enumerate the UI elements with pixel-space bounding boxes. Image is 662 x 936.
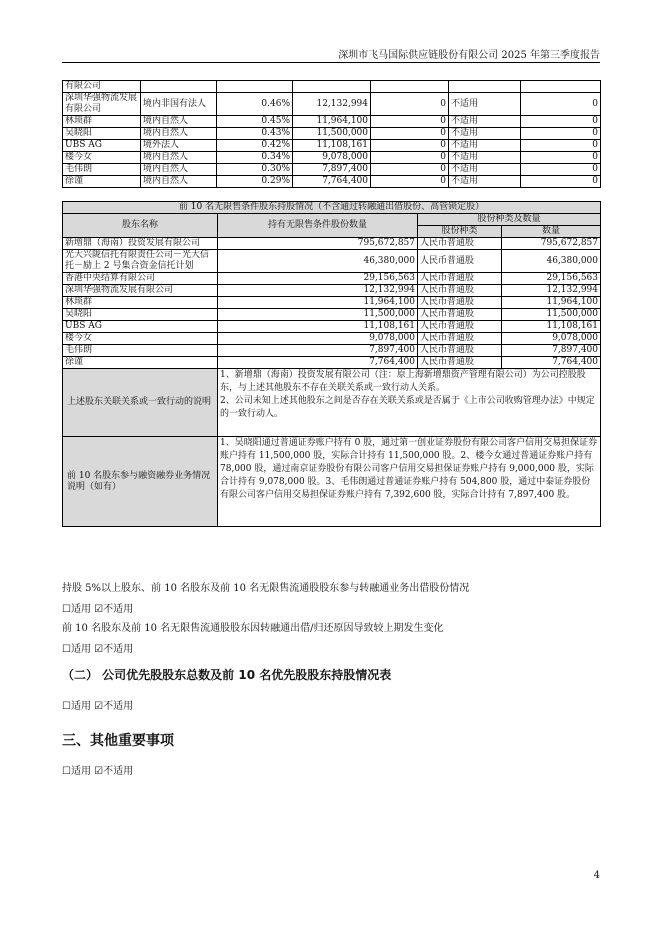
holder-pledge-status: 不适用 bbox=[449, 116, 521, 128]
unrestricted-name: 林琐群 bbox=[63, 297, 218, 309]
holder-restricted: 0 bbox=[371, 140, 449, 152]
unrestricted-type: 人民币普通股 bbox=[418, 357, 502, 369]
note-refinancing-change: 前 10 名股东及前 10 名无限售流通股股东因转融通出借/归还原因导致较上期发生变化 bbox=[62, 623, 444, 634]
col-share-type-group: 股份种类及数量 bbox=[418, 214, 601, 226]
unrestricted-name: 新增鼎（海南）投资发展有限公司 bbox=[63, 238, 218, 250]
unrestricted-type: 人民币普通股 bbox=[418, 273, 502, 285]
unrestricted-type: 人民币普通股 bbox=[418, 333, 502, 345]
holder-pledge-status: 不适用 bbox=[449, 164, 521, 176]
holder-pledge-qty: 0 bbox=[521, 93, 601, 116]
unrestricted-count: 7,764,400 bbox=[502, 357, 601, 369]
holder-pledge-qty: 0 bbox=[521, 152, 601, 164]
unrestricted-name: 毛伟朗 bbox=[63, 345, 218, 357]
unrestricted-name: 光大兴陇信托有限责任公司－光大信托－励上 2 号集合资金信托计划 bbox=[63, 250, 218, 273]
holder-pledge-qty: 0 bbox=[521, 128, 601, 140]
unrestricted-row bbox=[63, 333, 601, 345]
relation-label: 上述股东关联关系或一致行动的说明 bbox=[63, 369, 218, 437]
page-number: 4 bbox=[593, 870, 600, 881]
margin-trading-text: 1、吴晓阳通过普通证券账户持有 0 股，通过第一创业证券股份有限公司客户信用交易担保证券账户持有 11,500,000 股，实际合计持有 11,500,000 股。2、楼今女通过普通证券账户持有 78,000 股，通过南京证券股份有限公司客户信用交易担保证券账户持有 9,000,000 股，实际合计持有 9,078,000 股。3、毛伟朗通过普通证券账户持有 504,800 股，通过中泰证券股份有限公司客户信用交易担保证券账户持有 7,392,600 股，实际合计持有 7,897,400 股。 bbox=[218, 437, 601, 527]
unrestricted-qty: 12,132,994 bbox=[218, 285, 418, 297]
holder-restricted: 0 bbox=[371, 93, 449, 116]
holder-name: 吴晓阳 bbox=[63, 128, 141, 140]
unrestricted-type: 人民币普通股 bbox=[418, 285, 502, 297]
holder-restricted bbox=[371, 81, 449, 93]
holder-row bbox=[63, 128, 601, 140]
holder-ratio bbox=[217, 81, 293, 93]
holder-pledge-status: 不适用 bbox=[449, 140, 521, 152]
unrestricted-row bbox=[63, 250, 601, 273]
unrestricted-type: 人民币普通股 bbox=[418, 309, 502, 321]
page-header: 深圳市飞马国际供应链股份有限公司 2025 年第三季度报告 bbox=[338, 50, 600, 61]
unrestricted-table-title: 前 10 名无限售条件股东持股情况（不含通过转融通出借股份、高管锁定股） bbox=[63, 202, 601, 214]
unrestricted-type: 人民币普通股 bbox=[418, 250, 502, 273]
section-other-matters-options: ☐适用 ☑不适用 bbox=[62, 766, 134, 777]
unrestricted-name: UBS AG bbox=[63, 321, 218, 333]
holder-pledge-qty: 0 bbox=[521, 164, 601, 176]
holder-restricted: 0 bbox=[371, 116, 449, 128]
note-refinancing-lending: 持股 5%以上股东、前 10 名股东及前 10 名无限售流通股股东参与转融通业务出借股份情况 bbox=[62, 583, 470, 594]
holder-shares: 11,108,161 bbox=[293, 140, 371, 152]
unrestricted-row bbox=[63, 321, 601, 333]
holder-ratio: 0.34% bbox=[217, 152, 293, 164]
holder-pledge-status: 不适用 bbox=[449, 152, 521, 164]
holder-shares bbox=[293, 81, 371, 93]
unrestricted-name: 徐谨 bbox=[63, 357, 218, 369]
holder-ratio: 0.43% bbox=[217, 128, 293, 140]
holder-shares: 7,897,400 bbox=[293, 164, 371, 176]
holder-restricted: 0 bbox=[371, 164, 449, 176]
holder-row bbox=[63, 116, 601, 128]
holder-pledge-status: 不适用 bbox=[449, 176, 521, 188]
unrestricted-count: 12,132,994 bbox=[502, 285, 601, 297]
holder-pledge-status: 不适用 bbox=[449, 93, 521, 116]
holder-row bbox=[63, 81, 601, 93]
holder-name: 有限公司 bbox=[63, 81, 141, 93]
holder-shares: 11,964,100 bbox=[293, 116, 371, 128]
holder-ratio: 0.30% bbox=[217, 164, 293, 176]
holder-name: 楼今女 bbox=[63, 152, 141, 164]
holder-ratio: 0.29% bbox=[217, 176, 293, 188]
unrestricted-count: 11,108,161 bbox=[502, 321, 601, 333]
unrestricted-count: 795,672,857 bbox=[502, 238, 601, 250]
unrestricted-row bbox=[63, 273, 601, 285]
holder-pledge-status: 不适用 bbox=[449, 128, 521, 140]
holder-name: UBS AG bbox=[63, 140, 141, 152]
top10-unrestricted-table bbox=[62, 201, 601, 527]
holder-type: 境外法人 bbox=[141, 140, 217, 152]
unrestricted-qty: 29,156,563 bbox=[218, 273, 418, 285]
holder-shares: 11,500,000 bbox=[293, 128, 371, 140]
header-rule bbox=[62, 62, 600, 63]
unrestricted-count: 11,500,000 bbox=[502, 309, 601, 321]
unrestricted-name: 楼今女 bbox=[63, 333, 218, 345]
unrestricted-name: 香港中央结算有限公司 bbox=[63, 273, 218, 285]
unrestricted-row bbox=[63, 238, 601, 250]
top10-holders-table-continued bbox=[62, 80, 601, 188]
col-share-count: 数量 bbox=[502, 226, 601, 238]
unrestricted-type: 人民币普通股 bbox=[418, 238, 502, 250]
holder-row bbox=[63, 140, 601, 152]
holder-type bbox=[141, 81, 217, 93]
unrestricted-qty: 795,672,857 bbox=[218, 238, 418, 250]
holder-pledge-status bbox=[449, 81, 521, 93]
unrestricted-name: 深圳华强物流发展有限公司 bbox=[63, 285, 218, 297]
unrestricted-row bbox=[63, 309, 601, 321]
holder-pledge-qty: 0 bbox=[521, 176, 601, 188]
section-preferred-shares-title: （二） 公司优先股股东总数及前 10 名优先股股东持股情况表 bbox=[62, 668, 392, 682]
holder-type: 境内自然人 bbox=[141, 164, 217, 176]
col-unrestricted-qty: 持有无限售条件股份数量 bbox=[218, 214, 418, 238]
holder-shares: 7,764,400 bbox=[293, 176, 371, 188]
holder-restricted: 0 bbox=[371, 128, 449, 140]
unrestricted-type: 人民币普通股 bbox=[418, 345, 502, 357]
holder-shares: 12,132,994 bbox=[293, 93, 371, 116]
holder-restricted: 0 bbox=[371, 176, 449, 188]
holder-row bbox=[63, 164, 601, 176]
holder-type: 境内自然人 bbox=[141, 152, 217, 164]
unrestricted-qty: 11,500,000 bbox=[218, 309, 418, 321]
unrestricted-count: 9,078,000 bbox=[502, 333, 601, 345]
holder-ratio: 0.45% bbox=[217, 116, 293, 128]
unrestricted-count: 29,156,563 bbox=[502, 273, 601, 285]
holder-row bbox=[63, 93, 601, 116]
holder-type: 境内非国有法人 bbox=[141, 93, 217, 116]
holder-name: 深圳华强物流发展有限公司 bbox=[63, 93, 141, 116]
note-refinancing-change-options: ☐适用 ☑不适用 bbox=[62, 644, 134, 655]
unrestricted-row bbox=[63, 297, 601, 309]
unrestricted-count: 7,897,400 bbox=[502, 345, 601, 357]
unrestricted-type: 人民币普通股 bbox=[418, 297, 502, 309]
col-share-type: 股份种类 bbox=[418, 226, 502, 238]
relation-text: 1、新增鼎（海南）投资发展有限公司（注：原上海新增鼎资产管理有限公司）为公司控股股东，与上述其他股东不存在关联关系或一致行动人关系。 2、公司未知上述其他股东之间是否存在关联关系或是否属于《上市公司收购管理办法》中规定的一致行动人。 bbox=[218, 369, 601, 437]
holder-name: 林琐群 bbox=[63, 116, 141, 128]
holder-pledge-qty: 0 bbox=[521, 140, 601, 152]
unrestricted-qty: 11,108,161 bbox=[218, 321, 418, 333]
unrestricted-qty: 11,964,100 bbox=[218, 297, 418, 309]
holder-type: 境内自然人 bbox=[141, 116, 217, 128]
unrestricted-qty: 7,764,400 bbox=[218, 357, 418, 369]
holder-pledge-qty bbox=[521, 81, 601, 93]
unrestricted-row bbox=[63, 357, 601, 369]
unrestricted-qty: 46,380,000 bbox=[218, 250, 418, 273]
holder-ratio: 0.42% bbox=[217, 140, 293, 152]
holder-type: 境内自然人 bbox=[141, 176, 217, 188]
holder-name: 徐谨 bbox=[63, 176, 141, 188]
unrestricted-row bbox=[63, 285, 601, 297]
col-holder-name: 股东名称 bbox=[63, 214, 218, 238]
unrestricted-qty: 7,897,400 bbox=[218, 345, 418, 357]
section-preferred-shares-options: ☐适用 ☑不适用 bbox=[62, 701, 134, 712]
holder-restricted: 0 bbox=[371, 152, 449, 164]
holder-name: 毛伟朗 bbox=[63, 164, 141, 176]
unrestricted-type: 人民币普通股 bbox=[418, 321, 502, 333]
note-refinancing-lending-options: ☐适用 ☑不适用 bbox=[62, 604, 134, 615]
holder-type: 境内自然人 bbox=[141, 128, 217, 140]
unrestricted-name: 吴晓阳 bbox=[63, 309, 218, 321]
unrestricted-row bbox=[63, 345, 601, 357]
holder-pledge-qty: 0 bbox=[521, 116, 601, 128]
holder-row bbox=[63, 176, 601, 188]
holder-row bbox=[63, 152, 601, 164]
holder-shares: 9,078,000 bbox=[293, 152, 371, 164]
margin-trading-label: 前 10 名股东参与融资融券业务情况说明（如有） bbox=[63, 437, 218, 527]
section-other-matters-title: 三、其他重要事项 bbox=[62, 733, 174, 749]
unrestricted-count: 11,964,100 bbox=[502, 297, 601, 309]
holder-ratio: 0.46% bbox=[217, 93, 293, 116]
unrestricted-count: 46,380,000 bbox=[502, 250, 601, 273]
unrestricted-qty: 9,078,000 bbox=[218, 333, 418, 345]
